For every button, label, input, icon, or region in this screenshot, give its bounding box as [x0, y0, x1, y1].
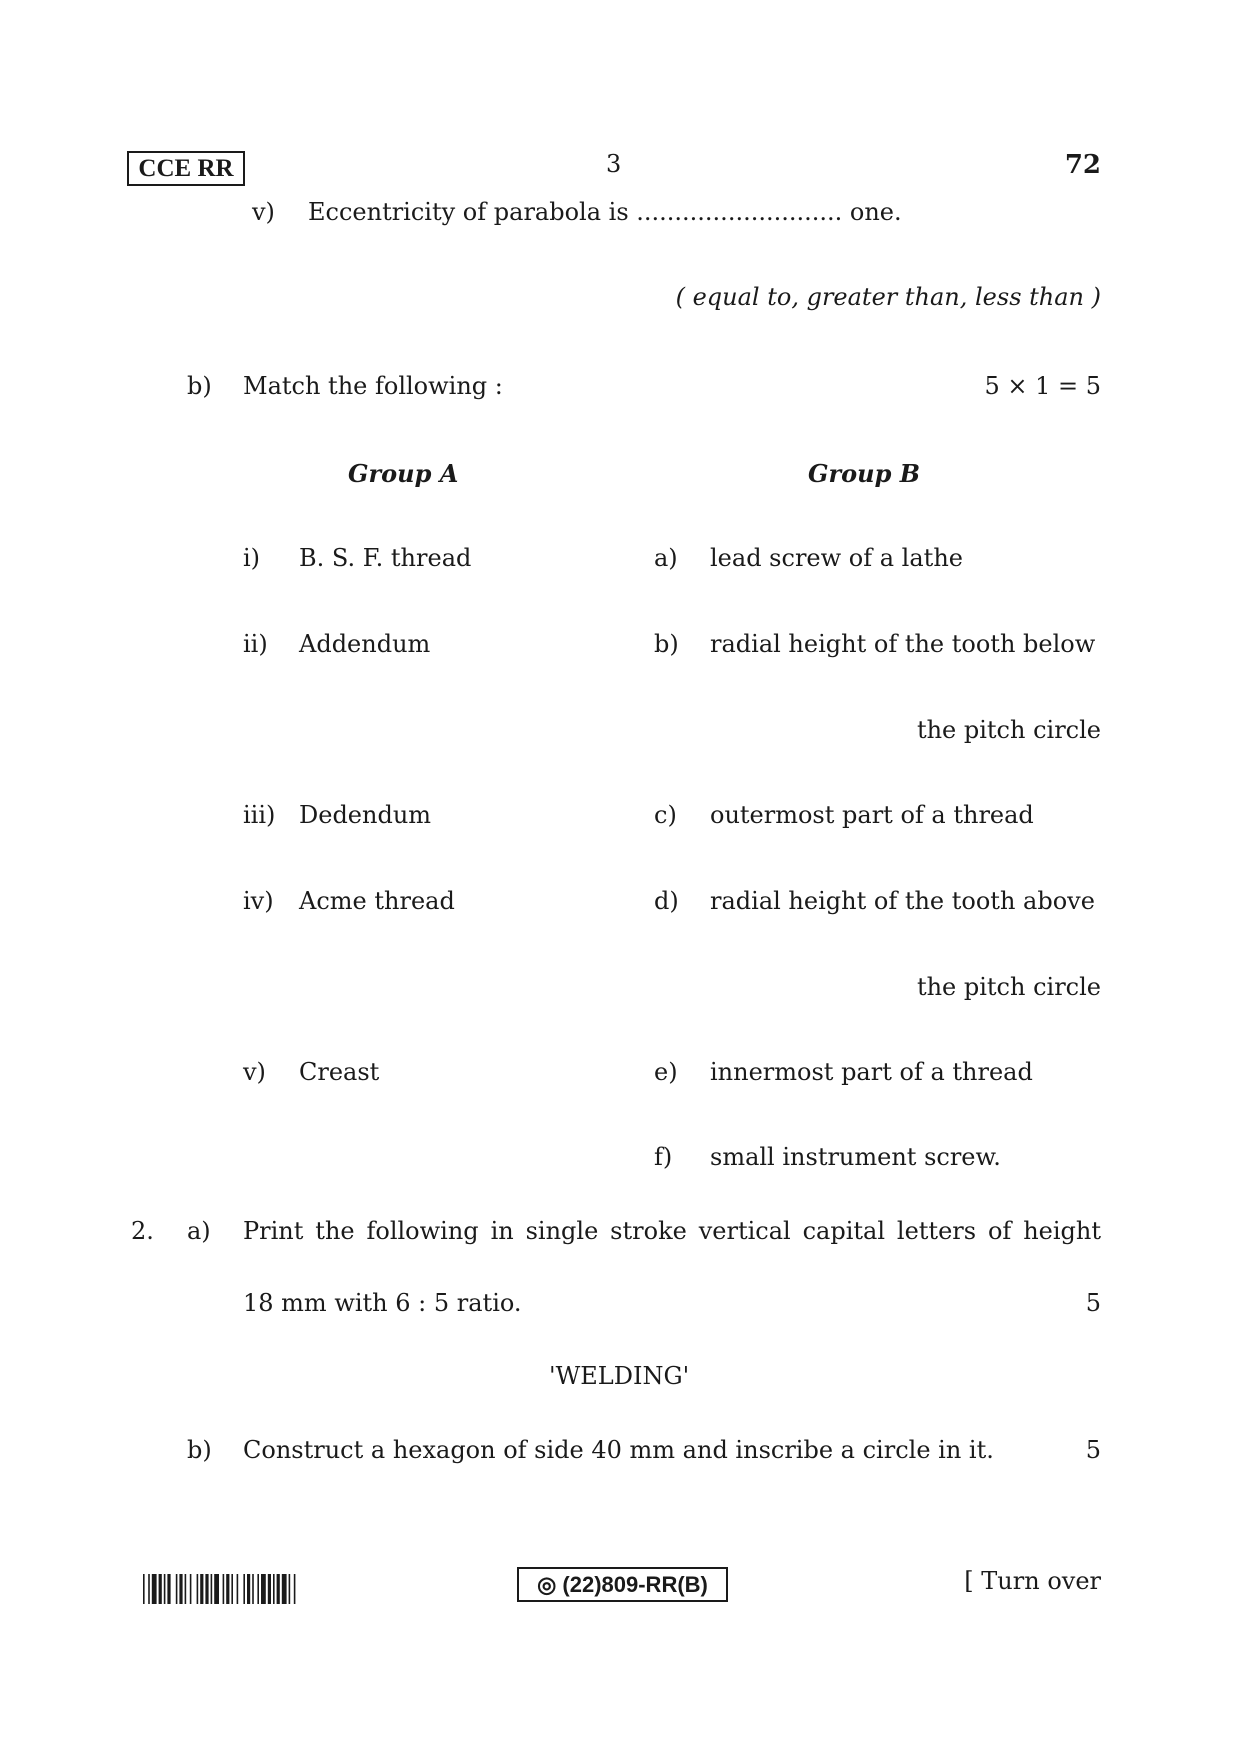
group-b-item-d-continuation: the pitch circle [916, 973, 1101, 1001]
q1v-number: v) [252, 198, 275, 226]
group-a-item-2-text: Addendum [299, 630, 431, 658]
group-a-item-4-number: iv) [243, 887, 274, 915]
subject-badge: CCE RR [127, 151, 245, 186]
group-a-item-1-number: i) [243, 544, 261, 572]
copyright-icon: ◎ [537, 1572, 563, 1597]
q2b-text: Construct a hexagon of side 40 mm and inscribe a circle in it. [243, 1436, 994, 1464]
group-a-item-3-number: iii) [243, 801, 276, 829]
q2a-line1: Print the following in single stroke vertical capital letters of height [243, 1217, 1101, 1245]
q1b-marks: 5 × 1 = 5 [984, 372, 1101, 400]
q2a-word: 'WELDING' [549, 1362, 690, 1390]
group-b-item-b-text: radial height of the tooth below [710, 630, 1096, 658]
group-b-item-f-number: f) [654, 1143, 673, 1171]
q1v-options: ( equal to, greater than, less than ) [675, 283, 1101, 311]
q2a-marks: 5 [1085, 1289, 1101, 1317]
group-b-item-d-text: radial height of the tooth above [710, 887, 1095, 915]
group-a-item-4-text: Acme thread [299, 887, 455, 915]
q2-number: 2. [131, 1217, 154, 1245]
q1b-number: b) [187, 372, 212, 400]
q1v-text: Eccentricity of parabola is ........................... one. [308, 198, 902, 226]
q2a-line2: 18 mm with 6 : 5 ratio. [243, 1289, 522, 1317]
group-b-item-a-text: lead screw of a lathe [710, 544, 963, 572]
group-a-item-3-text: Dedendum [299, 801, 432, 829]
group-b-item-d-number: d) [654, 887, 679, 915]
group-b-item-b-number: b) [654, 630, 679, 658]
group-a-title: Group A [348, 459, 459, 488]
q1b-text: Match the following : [243, 372, 503, 400]
q2a-number: a) [187, 1217, 211, 1245]
page-number: 3 [606, 150, 622, 178]
paper-code: (22)809-RR(B) [562, 1572, 708, 1597]
group-b-item-e-number: e) [654, 1058, 678, 1086]
q2b-marks: 5 [1085, 1436, 1101, 1464]
q2b-number: b) [187, 1436, 212, 1464]
group-b-title: Group B [808, 459, 921, 488]
group-b-item-e-text: innermost part of a thread [710, 1058, 1033, 1086]
paper-code-box [517, 1567, 728, 1602]
group-a-item-2-number: ii) [243, 630, 268, 658]
turn-over: [ Turn over [964, 1567, 1101, 1595]
barcode [143, 1574, 403, 1604]
group-a-item-5-text: Creast [299, 1058, 380, 1086]
group-b-item-a-number: a) [654, 544, 678, 572]
group-b-item-f-text: small instrument screw. [710, 1143, 1001, 1171]
group-a-item-1-text: B. S. F. thread [299, 544, 472, 572]
group-a-item-5-number: v) [243, 1058, 266, 1086]
group-b-item-c-number: c) [654, 801, 677, 829]
code-number: 72 [1064, 150, 1101, 180]
group-b-item-b-continuation: the pitch circle [916, 716, 1101, 744]
group-b-item-c-text: outermost part of a thread [710, 801, 1034, 829]
